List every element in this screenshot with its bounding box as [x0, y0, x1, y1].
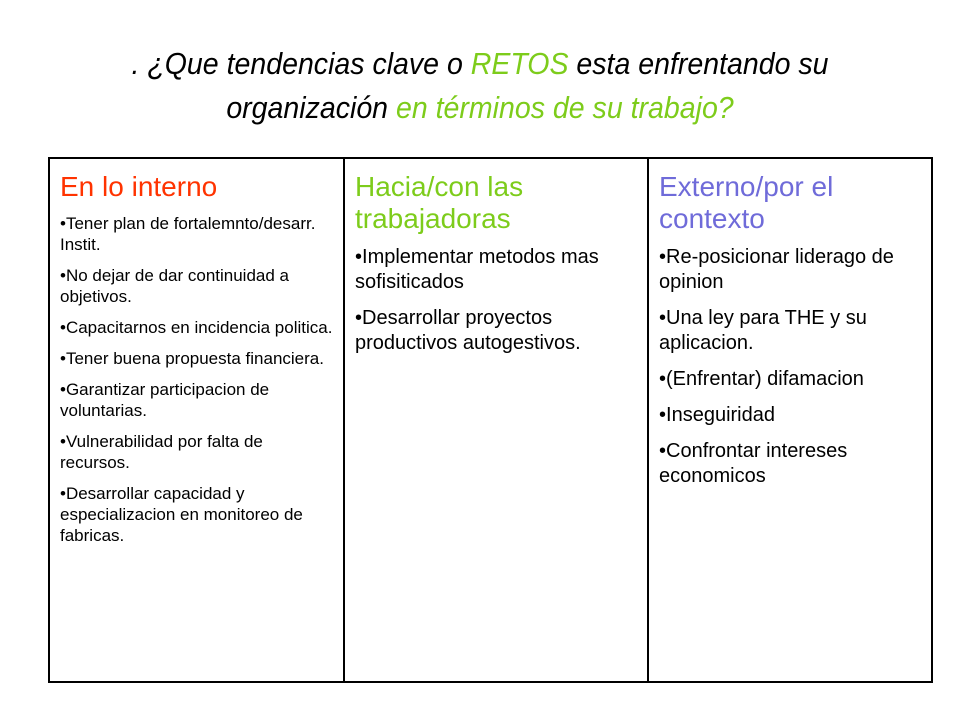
- list-item: [355, 306, 639, 356]
- bullet-mark: •: [659, 404, 667, 426]
- list-item: [659, 306, 923, 356]
- list-item-text: Desarrollar capacidad y especializacion en monitoreo de fabricas.: [60, 484, 303, 545]
- column-heading-workers: Hacia/con las trabajadoras: [355, 171, 524, 234]
- bullet-mark: •: [355, 246, 363, 268]
- column-heading-internal: En lo interno: [60, 171, 218, 202]
- list-item-text: (Enfrentar) difamacion: [666, 368, 864, 390]
- title-text-part-3: esta enfrentando su organización: [226, 46, 829, 125]
- bullet-mark: •: [60, 214, 66, 233]
- bullet-list-workers: [355, 245, 639, 356]
- bullet-list-internal: [60, 213, 335, 546]
- list-item-text: Re-posicionar liderago de opinion: [659, 246, 894, 293]
- list-item: [355, 245, 639, 295]
- list-item-text: Una ley para THE y su aplicacion.: [659, 307, 867, 354]
- list-item-text: Vulnerabilidad por falta de recursos.: [60, 432, 263, 472]
- list-item-text: Inseguiridad: [666, 404, 775, 426]
- list-item-text: Tener plan de fortalemnto/desarr. Instit.: [60, 214, 316, 254]
- bullet-mark: •: [659, 368, 667, 390]
- list-item: [60, 483, 335, 546]
- list-item: [60, 379, 335, 421]
- list-item-text: Desarrollar proyectos productivos autogestivos.: [355, 307, 581, 354]
- title-text-part-4: en términos de su trabajo?: [395, 90, 734, 125]
- bullet-list-external: [659, 245, 923, 489]
- list-item: [60, 213, 335, 255]
- list-item: [659, 245, 923, 295]
- bullet-mark: •: [659, 307, 667, 329]
- bullet-mark: •: [60, 318, 66, 337]
- bullet-mark: •: [355, 307, 363, 329]
- bullet-mark: •: [60, 380, 66, 399]
- column-internal: [50, 159, 345, 681]
- list-item: [60, 265, 335, 307]
- bullet-mark: •: [60, 432, 66, 451]
- list-item-text: Implementar metodos mas sofisiticados: [355, 246, 599, 293]
- list-item: [659, 439, 923, 489]
- bullet-mark: •: [60, 484, 66, 503]
- list-item-text: Confrontar intereses economicos: [659, 440, 848, 487]
- title-text-part-1: . ¿Que tendencias clave o: [131, 46, 471, 81]
- bullet-mark: •: [659, 246, 667, 268]
- column-external: [649, 159, 931, 681]
- list-item-text: No dejar de dar continuidad a objetivos.: [60, 266, 289, 306]
- list-item: [60, 348, 335, 369]
- list-item-text: Garantizar participacion de voluntarias.: [60, 380, 270, 420]
- slide-title: [75, 42, 885, 130]
- challenges-table: [48, 157, 933, 683]
- list-item: [60, 317, 335, 338]
- bullet-mark: •: [60, 266, 66, 285]
- list-item: [60, 431, 335, 473]
- bullet-mark: •: [659, 440, 667, 462]
- column-workers: [345, 159, 649, 681]
- bullet-mark: •: [60, 349, 66, 368]
- list-item: [659, 403, 923, 428]
- list-item-text: Tener buena propuesta financiera.: [65, 349, 324, 368]
- column-heading-external: Externo/por el contexto: [659, 171, 834, 234]
- title-text-retos: RETOS: [470, 46, 569, 81]
- list-item-text: Capacitarnos en incidencia politica.: [65, 318, 333, 337]
- list-item: [659, 367, 923, 392]
